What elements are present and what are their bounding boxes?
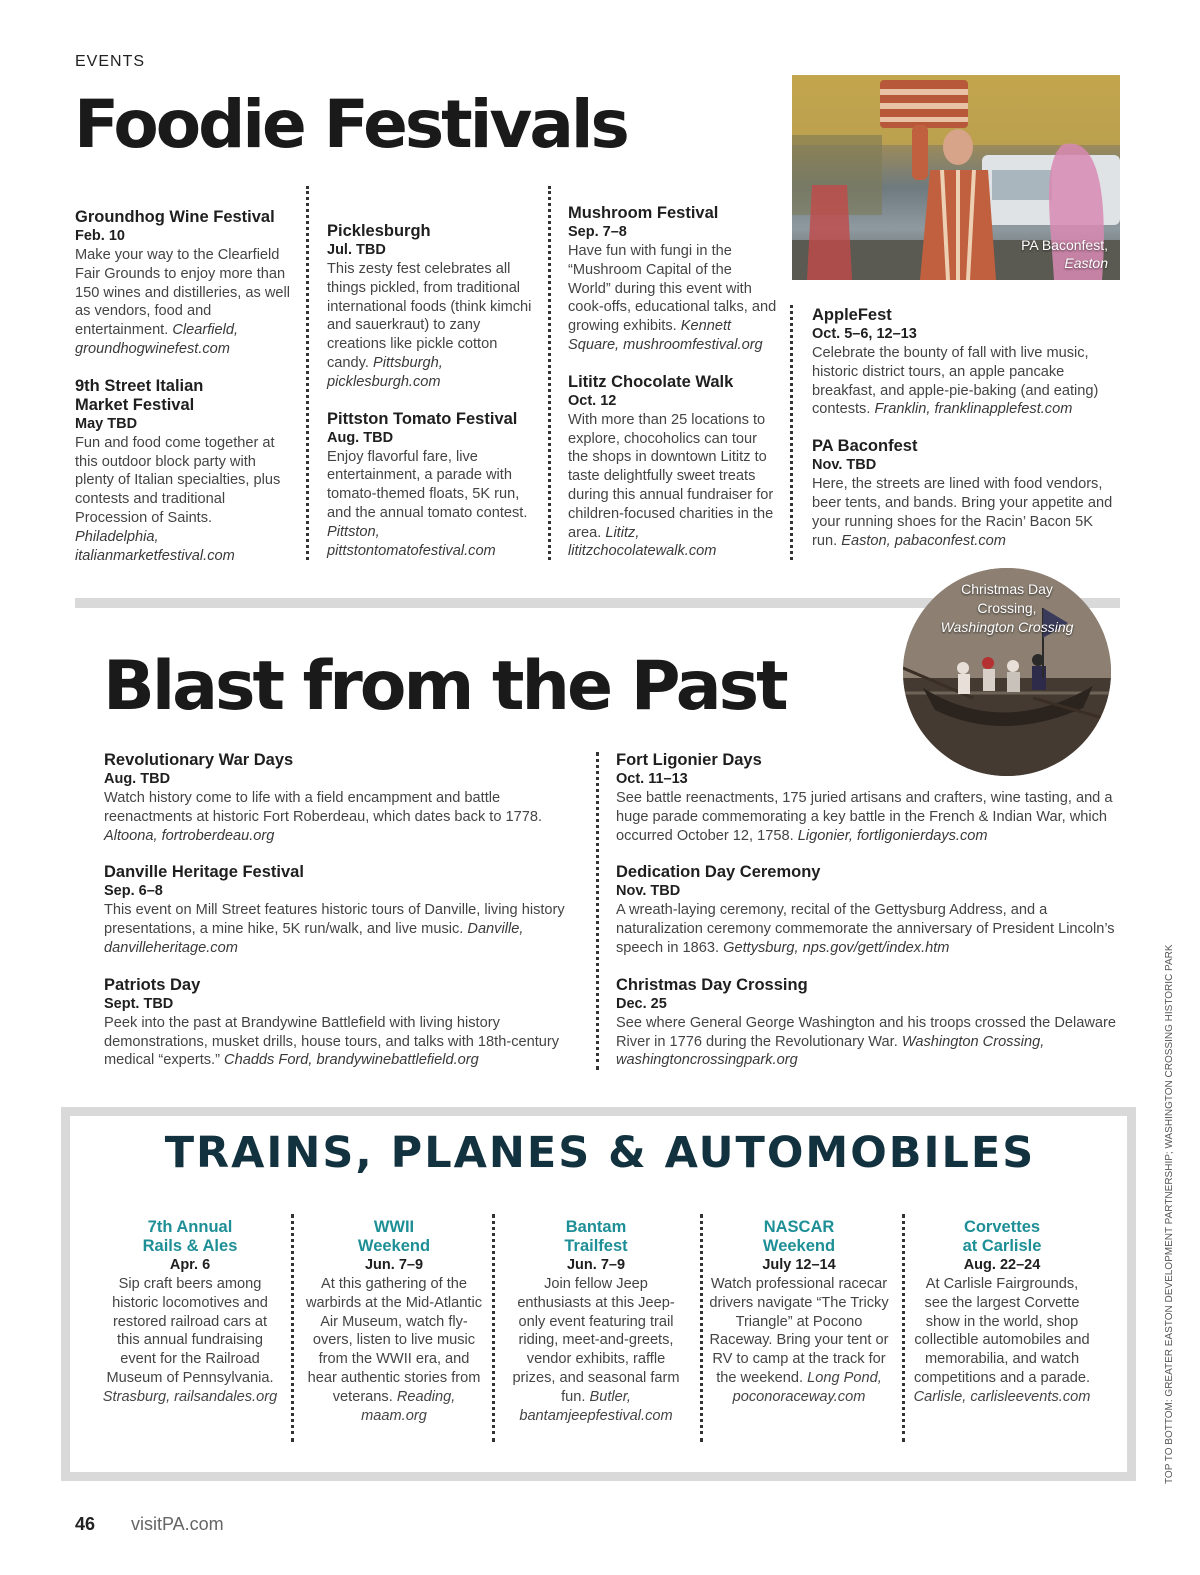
washington-crossing-caption <box>903 580 1111 637</box>
event-item <box>75 377 290 566</box>
event-title: Revolutionary War Days <box>104 751 294 769</box>
trains-item-title: Weekend <box>357 1237 431 1255</box>
trains-item-location: Carlisle, carlisleevents.com <box>913 1388 1091 1405</box>
trains-item-location: Butler, bantamjeepfestival.com <box>519 1388 673 1424</box>
event-date: Oct. 11–13 <box>616 771 688 787</box>
event-date: Aug. TBD <box>327 429 394 446</box>
event-description: This event on Mill Street features historic tours of Danville, living history presentations, a mine hike, 5K run/walk, and live music. <box>104 902 565 938</box>
caption-line: Easton <box>1064 255 1108 271</box>
trains-item-location: Long Pond, poconoraceway.com <box>732 1369 882 1405</box>
event-description: Make your way to the Clearfield Fair Grounds to enjoy more than 150 wines and distilleries, as well as vendors, food and entertainment. <box>75 247 290 339</box>
event-date: Jul. TBD <box>327 242 386 258</box>
event-description: Enjoy flavorful fare, live entertainment, a parade with tomato-themed floats, 5K run, and the annual tomato contest. <box>327 448 528 521</box>
event-item <box>104 751 579 845</box>
column-divider <box>291 1214 294 1442</box>
column-divider <box>492 1214 495 1442</box>
event-title: Mushroom Festival <box>568 204 719 222</box>
event-description: Watch history come to life with a field encampment and battle reenactments at historic Fort Roberdeau, which dates back to 1778. <box>104 790 543 825</box>
event-location: Clearfield, groundhogwinefest.com <box>75 322 239 357</box>
event-location: Pittsburgh, picklesburgh.com <box>327 354 443 390</box>
foodie-title: Foodie Festivals <box>74 86 627 163</box>
event-title: Patriots Day <box>104 975 201 994</box>
event-title: Fort Ligonier Days <box>616 751 762 769</box>
event-item <box>75 208 290 359</box>
past-column-left <box>104 751 579 1088</box>
event-title: Picklesburgh <box>327 222 431 240</box>
event-item <box>616 976 1121 1070</box>
event-date: Oct. 5–6, 12–13 <box>812 326 917 342</box>
photo-credit: TOP TO BOTTOM: GREATER EASTON DEVELOPMENT PARTNERSHIP; WASHINGTON CROSSING HISTORIC PARK <box>1164 944 1175 1484</box>
column-divider <box>306 186 309 560</box>
past-column-right <box>616 751 1121 1088</box>
event-location: Gettysburg, nps.gov/gett/index.htm <box>723 939 950 956</box>
column-divider <box>790 305 793 560</box>
event-title: Danville Heritage Festival <box>104 863 304 882</box>
trains-title: TRAINS, PLANES & AUTOMOBILES <box>164 1128 1036 1178</box>
trains-item-title: Corvettes <box>963 1218 1041 1236</box>
trains-item-description: At Carlisle Fairgrounds, see the largest Corvette show in the world, shop collectible automobiles and memorabilia, and watch competitions and a parade. <box>913 1276 1091 1386</box>
trains-item-location: Reading, maam.org <box>361 1388 456 1424</box>
page-number: 46 <box>75 1514 96 1534</box>
event-title: Pittston Tomato Festival <box>327 409 518 428</box>
foodie-column-3 <box>568 204 778 579</box>
event-location: Pittston, pittstontomatofestival.com <box>327 523 496 559</box>
event-title: AppleFest <box>812 306 892 324</box>
event-item <box>568 373 778 561</box>
event-title: Christmas Day Crossing <box>616 975 808 994</box>
event-description: With more than 25 locations to explore, chocoholics can tour the shops in downtown Lititz to taste delightfully sweet treats during this annual fundraiser for children-focused charities in the area. <box>568 411 774 541</box>
trains-item-description: At this gathering of the warbirds at the Mid-Atlantic Air Museum, watch fly-overs, listen to live music from the WWII era, and hear authentic stories from veterans. <box>305 1276 482 1405</box>
baconfest-caption <box>1021 236 1108 272</box>
event-date: Aug. TBD <box>104 771 171 787</box>
event-description: See battle reenactments, 175 juried artisans and crafters, wine tasting, and a huge parade commemorating a key battle in the French & Indian War, which occurred October 12, 1758. <box>616 790 1113 844</box>
trains-item-date: Jun. 7–9 <box>364 1257 424 1273</box>
event-title: 9th Street Italian Market Festival <box>75 376 204 414</box>
event-title: Dedication Day Ceremony <box>616 863 821 882</box>
trains-item-title: Weekend <box>762 1237 836 1255</box>
event-date: Dec. 25 <box>616 995 667 1012</box>
trains-item <box>709 1218 889 1407</box>
event-item <box>104 863 579 957</box>
event-item <box>812 306 1120 419</box>
event-date: Feb. 10 <box>75 228 125 244</box>
event-location: Philadelphia, italianmarketfestival.com <box>75 528 235 564</box>
event-location: Chadds Ford, brandywinebattlefield.org <box>224 1052 479 1069</box>
event-location: Lititz, lititzchocolatewalk.com <box>568 524 717 560</box>
column-divider <box>902 1214 905 1442</box>
event-date: Oct. 12 <box>568 392 617 409</box>
event-item <box>327 410 537 561</box>
event-location: Ligonier, fortligonierdays.com <box>797 827 988 844</box>
event-date: Nov. TBD <box>812 457 877 474</box>
caption-line: Christmas Day <box>961 581 1053 597</box>
event-title: Lititz Chocolate Walk <box>568 372 734 391</box>
event-description: See where General George Washington and his troops crossed the Delaware River in 1776 during the Revolutionary War. <box>616 1014 1116 1050</box>
event-location: Danville, danvilleheritage.com <box>104 921 524 956</box>
baconfest-photo <box>792 75 1120 280</box>
event-description: Here, the streets are lined with food vendors, beer tents, and bands. Bring your appetite and your running shoes for the Racin’ Bacon 5K run. <box>812 476 1113 549</box>
trains-item-date: July 12–14 <box>762 1257 836 1273</box>
column-divider <box>548 186 551 560</box>
event-item <box>616 751 1121 845</box>
caption-line: PA Baconfest, <box>1021 237 1108 253</box>
column-divider <box>700 1214 703 1442</box>
event-description: This zesty fest celebrates all things pickled, from traditional international foods (think kimchi and sauerkraut) to zany creations like pickle cotton candy. <box>327 261 532 371</box>
caption-line: Washington Crossing <box>940 619 1074 635</box>
event-date: Sept. TBD <box>104 995 174 1012</box>
event-item <box>104 976 579 1070</box>
trains-item-description: Watch professional racecar drivers navigate “The Tricky Triangle” at Pocono Raceway. Bring your tent or RV to camp at the track for the weekend. <box>709 1276 889 1386</box>
trains-item-date: Jun. 7–9 <box>566 1257 626 1273</box>
trains-item-title: at Carlisle <box>962 1237 1042 1255</box>
trains-item <box>304 1218 484 1425</box>
trains-item-title: NASCAR <box>763 1218 835 1236</box>
caption-line: Crossing, <box>977 600 1037 616</box>
trains-item-title: Rails & Ales <box>142 1237 238 1255</box>
event-item <box>327 222 537 392</box>
trains-item-title: WWII <box>373 1218 415 1236</box>
section-label: EVENTS <box>75 53 146 70</box>
trains-item <box>100 1218 280 1407</box>
event-description: Fun and food come together at this outdoor block party with plenty of Italian specialties, plus contests and traditional Procession of Saints. <box>75 434 281 526</box>
event-date: Sep. 6–8 <box>104 883 163 900</box>
event-description: A wreath-laying ceremony, recital of the Gettysburg Address, and a naturalization ceremony commemorate the anniversary of President Lincoln’s speech in 1863. <box>616 902 1115 956</box>
event-item <box>812 437 1120 550</box>
event-location: Altoona, fortroberdeau.org <box>104 827 275 844</box>
trains-item-title: Bantam <box>565 1218 627 1236</box>
trains-item <box>912 1218 1092 1407</box>
trains-item-description: Sip craft beers among historic locomotives and restored railroad cars at this annual fundraising event for the Railroad Museum of Pennsylvania. <box>106 1276 274 1386</box>
trains-item <box>506 1218 686 1425</box>
event-item <box>616 863 1121 957</box>
event-title: PA Baconfest <box>812 437 918 456</box>
event-location: Washington Crossing, washingtoncrossingpark.org <box>616 1033 1045 1069</box>
event-location: Easton, pabaconfest.com <box>841 532 1006 549</box>
foodie-column-2 <box>327 222 537 578</box>
trains-item-title: 7th Annual <box>147 1218 233 1236</box>
event-location: Franklin, franklinapplefest.com <box>874 401 1073 418</box>
event-description: Celebrate the bounty of fall with live music, historic district tours, an apple pancake breakfast, and apple-pie-baking (and eating) contests. <box>812 345 1099 418</box>
event-description: Peek into the past at Brandywine Battlefield with living history demonstrations, musket drills, house tours, and talks with 18th-century medical “experts.” <box>104 1014 560 1069</box>
foodie-column-1 <box>75 208 290 583</box>
event-date: Nov. TBD <box>616 883 681 900</box>
event-title: Groundhog Wine Festival <box>75 208 275 226</box>
column-divider <box>596 752 599 1070</box>
site-link[interactable]: visitPA.com <box>131 1514 224 1534</box>
event-item <box>568 204 778 355</box>
trains-item-location: Strasburg, railsandales.org <box>102 1388 278 1405</box>
trains-item-date: Apr. 6 <box>169 1257 211 1273</box>
trains-item-description: Join fellow Jeep enthusiasts at this Jeep-only event featuring trail riding, meet-and-greets, vendor exhibits, raffle prizes, and seasonal farm fun. <box>512 1276 680 1405</box>
past-title: Blast from the Past <box>103 647 786 726</box>
event-date: Sep. 7–8 <box>568 224 627 240</box>
event-location: Kennett Square, mushroomfestival.org <box>568 318 763 353</box>
washington-crossing-photo <box>903 568 1111 776</box>
foodie-column-4 <box>812 306 1120 568</box>
event-date: May TBD <box>75 415 138 432</box>
trains-item-title: Trailfest <box>564 1237 628 1255</box>
event-description: Have fun with fungi in the “Mushroom Capital of the World” during this event with cook-offs, educational talks, and growing exhibits. <box>568 243 777 335</box>
trains-item-date: Aug. 22–24 <box>963 1257 1041 1273</box>
